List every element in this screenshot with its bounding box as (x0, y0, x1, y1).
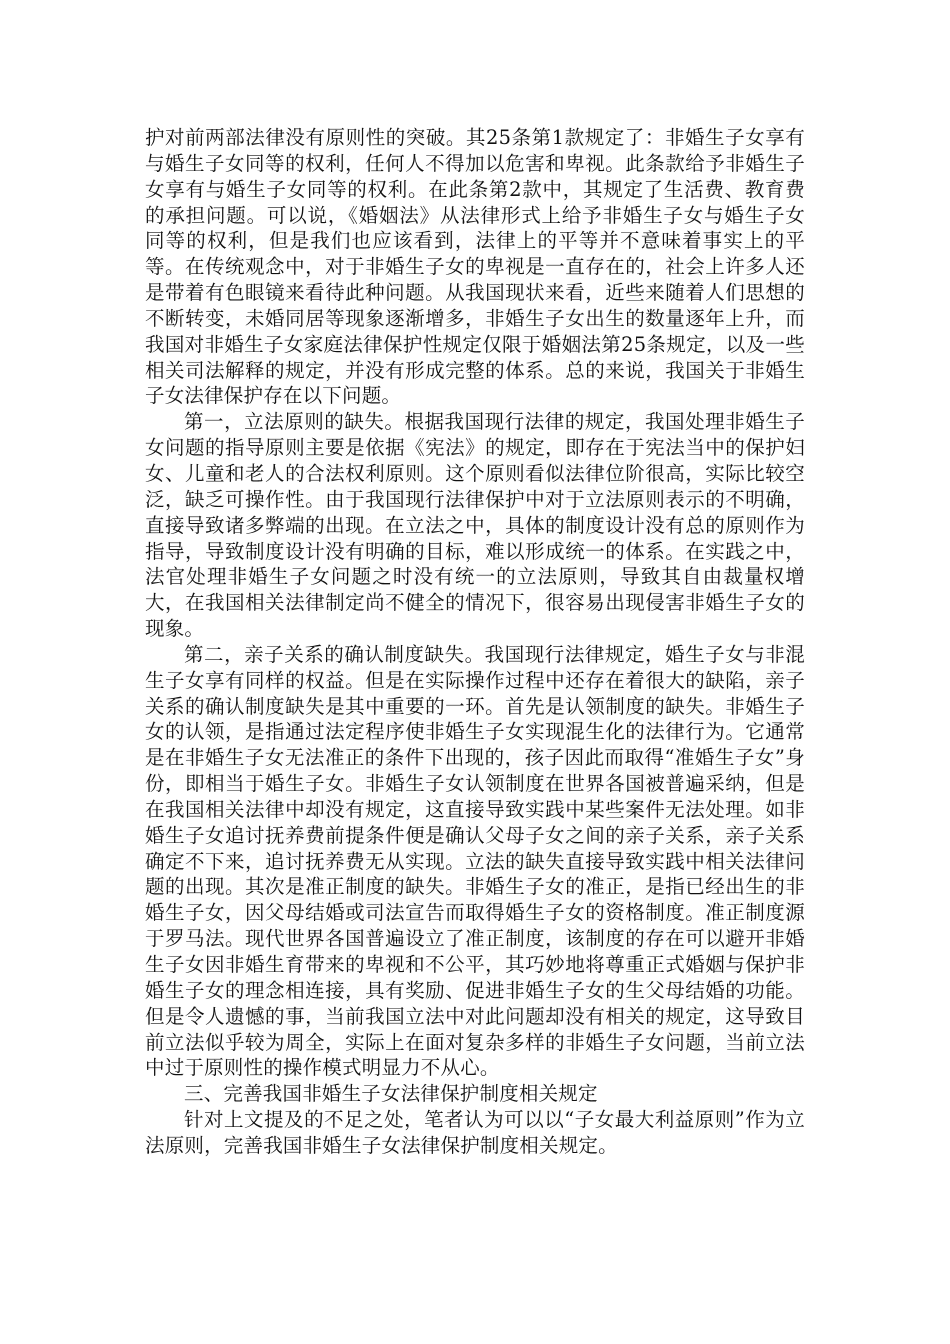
document-body (145, 125, 805, 1159)
paragraph-closing: 针对上文提及的不足之处，笔者认为可以以“子女最大利益原则”作为立法原则，完善我国非婚生子女法律保护制度相关规定。 (145, 1108, 805, 1157)
paragraph-second-issue: 第二，亲子关系的确认制度缺失。我国现行法律规定，婚生子女与非混生子女享有同样的权益。但是在实际操作过程中还存在着很大的缺陷，亲子关系的确认制度缺失是其中重要的一环。首先是认领制度的缺失。非婚生子女的认领，是指通过法定程序使非婚生子女实现混生化的法律行为。它通常是在非婚生子女无法准正的条件下出现的，孩子因此而取得“准婚生子女”身份，即相当于婚生子女。非婚生子女认领制度在世界各国被普遍采纳，但是在我国相关法律中却没有规定，这直接导致实践中某些案件无法处理。如非婚生子女追讨抚养费前提条件便是确认父母子女之间的亲子关系，亲子关系确定不下来，追讨抚养费无从实现。立法的缺失直接导致实践中相关法律问题的出现。其次是准正制度的缺失。非婚生子女的准正，是指已经出生的非婚生子女，因父母结婚或司法宣告而取得婚生子女的资格制度。准正制度源于罗马法。现代世界各国普遍设立了准正制度，该制度的存在可以避开非婚生子女因非婚生育带来的卑视和不公平，其巧妙地将尊重正式婚姻与保护非婚生子女的理念相连接，具有奖励、促进非婚生子女的生父母结婚的功能。但是令人遗憾的事，当前我国立法中对此问题却没有相关的规定，这导致目前立法似乎较为周全，实际上在面对复杂多样的非婚生子女问题，当前立法中过于原则性的操作模式明显力不从心。 (145, 642, 805, 1080)
paragraph-continuation: 护对前两部法律没有原则性的突破。其25条第1款规定了：非婚生子女享有与婚生子女同等的权利，任何人不得加以危害和卑视。此条款给予非婚生子女享有与婚生子女同等的权利。在此条第2款中，其规定了生活费、教育费的承担问题。可以说，《婚姻法》从法律形式上给予非婚生子女与婚生子女同等的权利，但是我们也应该看到，法律上的平等并不意味着事实上的平等。在传统观念中，对于非婚生子女的卑视是一直存在的，社会上许多人还是带着有色眼镜来看待此种问题。从我国现状来看，近些来随着人们思想的不断转变，未婚同居等现象逐渐增多，非婚生子女出生的数量逐年上升，而我国对非婚生子女家庭法律保护性规定仅限于婚姻法第25条规定，以及一些相关司法解释的规定，并没有形成完整的体系。总的来说，我国关于非婚生子女法律保护存在以下问题。 (145, 126, 805, 408)
section-heading: 三、完善我国非婚生子女法律保护制度相关规定 (184, 1082, 598, 1106)
paragraph-first-issue: 第一，立法原则的缺失。根据我国现行法律的规定，我国处理非婚生子女问题的指导原则主要是依据《宪法》的规定，即存在于宪法当中的保护妇女、儿童和老人的合法权利原则。这个原则看似法律位阶很高，实际比较空泛，缺乏可操作性。由于我国现行法律保护中对于立法原则表示的不明确，直接导致诸多弊端的出现。在立法之中，具体的制度设计没有总的原则作为指导，导致制度设计没有明确的目标，难以形成统一的体系。在实践之中，法官处理非婚生子女问题之时没有统一的立法原则，导致其自由裁量权增大，在我国相关法律制定尚不健全的情况下，很容易出现侵害非婚生子女的现象。 (145, 410, 805, 641)
